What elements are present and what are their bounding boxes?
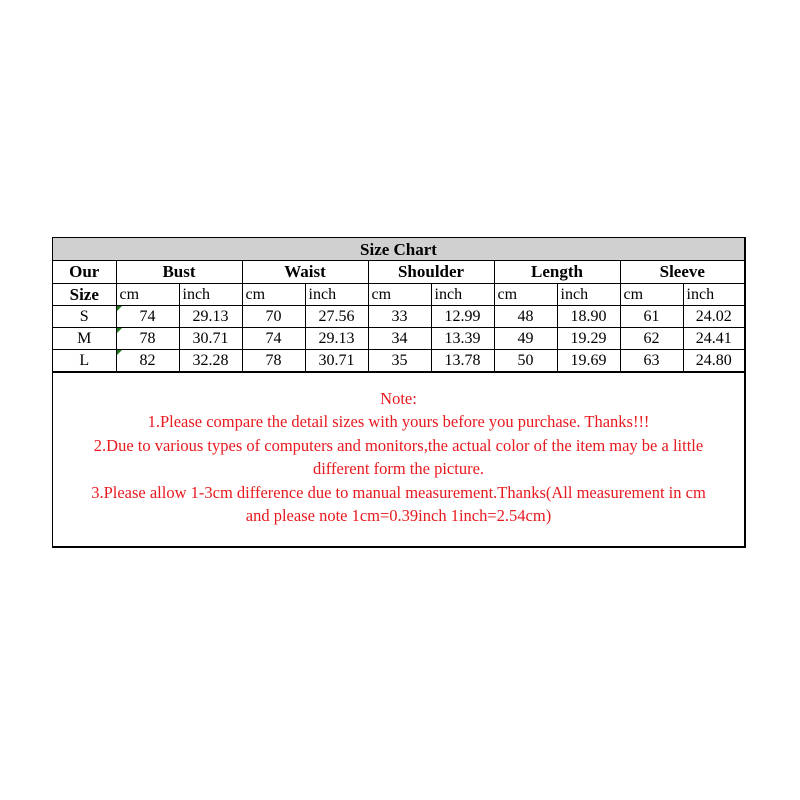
note-line: different form the picture. (312, 459, 485, 478)
size-label: S (53, 305, 116, 327)
value-cell: 33 (368, 305, 431, 327)
note-line: 2.Due to various types of computers and monitors,the actual color of the item may be a little (93, 435, 704, 455)
value-cell: 13.39 (431, 327, 494, 349)
header-waist: Waist (242, 261, 368, 283)
unit-cell: cm (368, 283, 431, 305)
unit-cell: inch (179, 283, 242, 305)
notes-section (53, 372, 744, 546)
table-row (53, 349, 744, 371)
value-cell: 62 (620, 327, 683, 349)
value-cell: 24.41 (683, 327, 744, 349)
note-line: 3.Please allow 1-3cm difference due to manual measurement.Thanks(All measurement in cm (91, 482, 706, 502)
unit-cell: cm (242, 283, 305, 305)
header-row-groups (53, 261, 744, 283)
size-table (53, 261, 744, 372)
value-cell: 63 (620, 349, 683, 371)
header-sleeve: Sleeve (620, 261, 744, 283)
header-our: Our (53, 261, 116, 283)
value-cell: 24.80 (683, 349, 744, 371)
value-cell: 49 (494, 327, 557, 349)
value-cell: 29.13 (179, 305, 242, 327)
header-bust: Bust (116, 261, 242, 283)
unit-cell: cm (494, 283, 557, 305)
size-label: M (53, 327, 116, 349)
value-cell: 74 (242, 327, 305, 349)
table-row (53, 305, 744, 327)
value-cell: 12.99 (431, 305, 494, 327)
value-cell: 18.90 (557, 305, 620, 327)
header-row-units (53, 283, 744, 305)
value-cell: 78 (242, 349, 305, 371)
value-cell: 19.29 (557, 327, 620, 349)
unit-cell: inch (557, 283, 620, 305)
note-line: 1.Please compare the detail sizes with yours before you purchase. Thanks!!! (147, 412, 650, 431)
table-row (53, 327, 744, 349)
value-cell: 50 (494, 349, 557, 371)
value-cell: 27.56 (305, 305, 368, 327)
value-cell: 30.71 (305, 349, 368, 371)
value-cell: 29.13 (305, 327, 368, 349)
size-label: L (53, 349, 116, 371)
unit-cell: cm (620, 283, 683, 305)
note-heading: Note: (380, 388, 417, 408)
value-cell: 82 (116, 349, 179, 371)
chart-title: Size Chart (53, 237, 744, 261)
value-cell: 34 (368, 327, 431, 349)
value-cell: 35 (368, 349, 431, 371)
note-line: and please note 1cm=0.39inch 1inch=2.54cm) (245, 506, 552, 525)
value-cell: 78 (116, 327, 179, 349)
header-length: Length (494, 261, 620, 283)
value-cell: 24.02 (683, 305, 744, 327)
size-chart (52, 237, 746, 548)
unit-cell: inch (305, 283, 368, 305)
header-size: Size (53, 283, 116, 305)
value-cell: 61 (620, 305, 683, 327)
unit-cell: inch (683, 283, 744, 305)
unit-cell: cm (116, 283, 179, 305)
value-cell: 70 (242, 305, 305, 327)
value-cell: 48 (494, 305, 557, 327)
value-cell: 30.71 (179, 327, 242, 349)
unit-cell: inch (431, 283, 494, 305)
value-cell: 74 (116, 305, 179, 327)
value-cell: 19.69 (557, 349, 620, 371)
value-cell: 13.78 (431, 349, 494, 371)
value-cell: 32.28 (179, 349, 242, 371)
header-shoulder: Shoulder (368, 261, 494, 283)
